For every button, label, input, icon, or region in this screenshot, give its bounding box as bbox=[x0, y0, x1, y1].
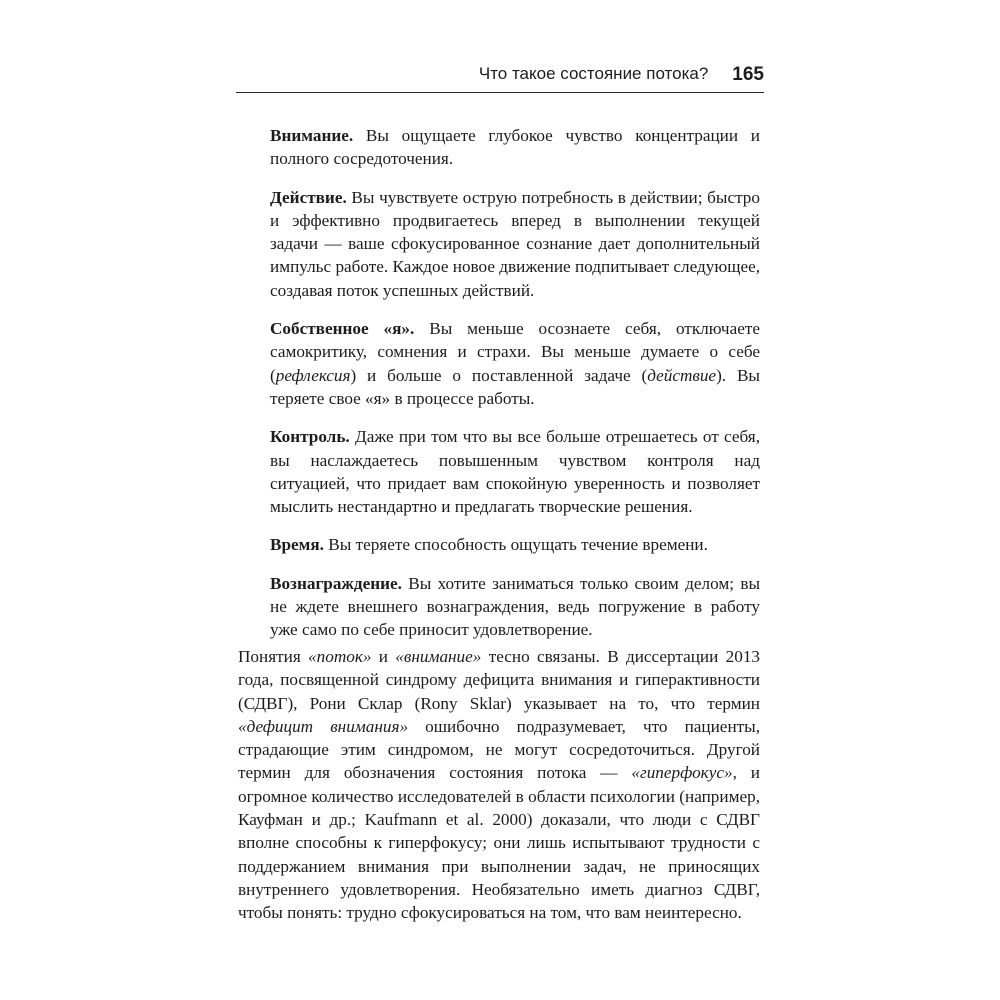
definition-text: ) и больше о поставленной задаче ( bbox=[350, 365, 648, 385]
paragraph-emphasis: «дефицит внимания» bbox=[238, 716, 409, 736]
definition-text: Вы теряете способность ощущать течение времени. bbox=[323, 535, 708, 555]
definition-text: ). Вы теряете свое «я» в процессе работы. bbox=[270, 365, 760, 408]
paragraph-text: ошибочно подразумевает, что пациенты, страдающие этим синдромом, не могут сосредоточиться. Другой термин для обозначения состояния потока — bbox=[238, 716, 760, 783]
definition-term: Собственное «я». bbox=[270, 319, 415, 339]
paragraph-emphasis: «внимание» bbox=[395, 647, 482, 666]
definition-text: Вы хотите заниматься только своим делом; вы не ждете внешнего вознаграждения, ведь погружение в работу уже само по себе приносит удовлетворение. bbox=[270, 573, 760, 640]
paragraph-emphasis: «поток» bbox=[308, 647, 372, 666]
paragraph-text: , и огромное количество исследователей в области психологии (например, Кауфман и др.; Kaufmann et al. 2000) доказали, что люди с СДВГ вполне способны к гиперфокусу; они лишь испытывают трудности с поддержанием внимания при выполнении задач, не приносящих внутреннего удовлетворения. Необязательно иметь диагноз СДВГ, чтобы понять: трудно сфокусироваться на том, что вам неинтересно. bbox=[238, 763, 761, 923]
definition-term: Время. bbox=[270, 535, 324, 555]
definition-attention bbox=[270, 124, 760, 171]
definition-emphasis: действие bbox=[647, 365, 717, 385]
definition-term: Контроль. bbox=[270, 427, 350, 447]
definition-control bbox=[270, 425, 760, 518]
definition-term: Вознаграждение. bbox=[270, 573, 402, 593]
chapter-title: Что такое состояние потока? bbox=[478, 64, 709, 83]
definition-term: Внимание. bbox=[270, 126, 354, 145]
definition-reward bbox=[270, 572, 760, 642]
definition-term: Действие. bbox=[270, 187, 347, 207]
definition-emphasis: рефлексия bbox=[275, 365, 351, 385]
definition-text: Вы меньше осознаете себя, отключаете самокритику, сомнения и страхи. Вы меньше думаете о себе ( bbox=[270, 319, 760, 385]
paragraph-text: и bbox=[371, 647, 396, 666]
page-number: 165 bbox=[732, 64, 764, 85]
paragraph-text: Понятия bbox=[238, 647, 309, 666]
definition-text: Вы чувствуете острую потребность в действии; быстро и эффективно продвигаетесь вперед в выполнении текущей задачи — ваше сфокусированное сознание дает дополнительный импульс работе. Каждое новое движение подпитывает следующее, создавая поток успешных действий. bbox=[270, 187, 760, 300]
definition-time bbox=[270, 533, 760, 556]
flow-components-list bbox=[270, 124, 760, 657]
body-paragraph bbox=[238, 645, 760, 925]
paragraph-text: тесно связаны. В диссертации 2013 года, посвященной синдрому дефицита внимания и гиперактивности (СДВГ), Рони Склар (Rony Sklar) указывает на то, что термин bbox=[238, 647, 761, 713]
running-header bbox=[236, 62, 764, 93]
definition-text: Даже при том что вы все больше отрешаетесь от себя, вы наслаждаетесь повышенным чувством контроля над ситуацией, что придает вам спокойную уверенность и позволяет мыслить нестандартно и предлагать творческие решения. bbox=[270, 427, 760, 517]
paragraph-emphasis: «гиперфокус» bbox=[631, 763, 733, 783]
definition-text: Вы ощущаете глубокое чувство концентрации и полного сосредоточения. bbox=[270, 126, 760, 169]
definition-self bbox=[270, 317, 760, 410]
definition-action bbox=[270, 186, 760, 302]
